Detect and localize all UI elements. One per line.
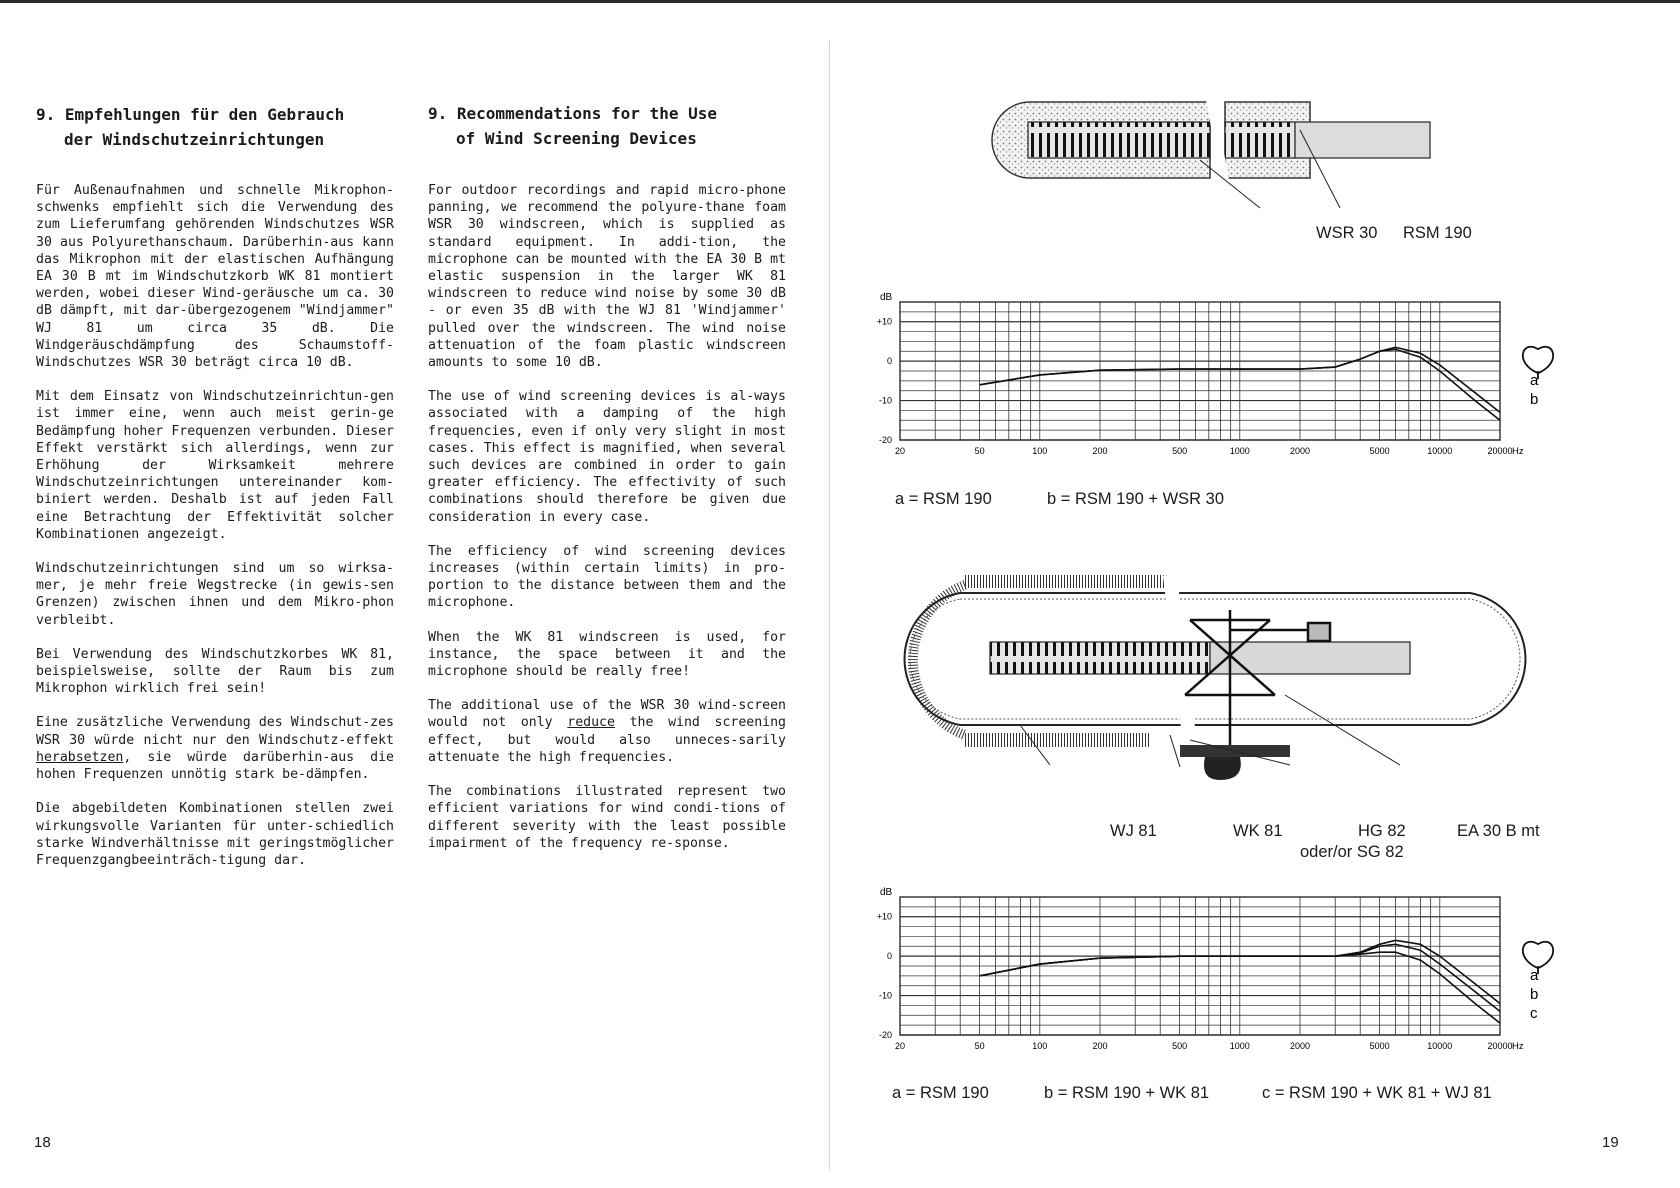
y-tick-label: +10 (876, 911, 892, 922)
microphone-grille-wk81 (990, 642, 1210, 674)
pistol-grip (1204, 757, 1241, 780)
cardioid-icon (1523, 347, 1553, 373)
y-tick-label: 0 (886, 951, 892, 962)
page-number-right: 19 (1602, 1134, 1619, 1151)
german-paragraph-1: Für Außenaufnahmen und schnelle Mikrophon-schwenks empfiehlt sich die Verwendung des zum Lieferumfang gehörenden Windschutzes WSR 30 aus Polyurethanschaum. Darüberhin-aus kann das Mikrophon mit der elastischen Aufhängung EA 30 B mt im Windschutzkorb WK 81 montiert werden, wobei dieser Wind-geräusche um ca. 30 dB dämpft, mit dar-übergezogenem "Windjammer" WJ 81 um circa 35 dB. Die Windgeräuschdämpfung des Schaumstoff-Windschutzes WSR 30 beträgt circa 10 dB. (36, 183, 394, 371)
x-tick-label: 1000 (1229, 446, 1250, 456)
x-tick-label: 200 (1092, 446, 1108, 456)
english-heading (428, 101, 717, 151)
label-wj81: WJ 81 (1110, 822, 1157, 840)
x-unit-label: Hz (1512, 446, 1524, 457)
german-p5-text-b: , sie würde darüberhin-aus die hohen Frequenzen unnötig stark be-dämpfen. (36, 749, 394, 783)
curve-letter-b: b (1530, 985, 1539, 1003)
english-text (428, 182, 786, 869)
curve-letter-a: a (1530, 966, 1539, 984)
chart-2-svg (870, 885, 1610, 1085)
x-tick-label: 50 (974, 1041, 985, 1051)
english-p5-text-b: the wind screening effect, but would also unneces-sarily attenuate the high frequencies. (428, 715, 786, 765)
english-paragraph-4: When the WK 81 windscreen is used, for instance, the space between it and the microphone should be really free! (428, 629, 786, 680)
x-tick-label: 10000 (1427, 446, 1453, 456)
german-paragraph-4: Bei Verwendung des Windschutzkorbes WK 81, beispielsweise, sollte der Raum bis zum Mikrophon wirklich frei sein! (36, 646, 394, 697)
german-paragraph-6: Die abgebildeten Kombinationen stellen zwei wirkungsvolle Varianten für unter-schiedlich starke Windverhältnisse mit geringstmöglicher Frequenzgangbeeinträch-tigung dar. (36, 801, 394, 868)
label-hg82: HG 82 (1358, 822, 1406, 840)
wk81-illustration (900, 575, 1540, 800)
english-paragraph-2: The use of wind screening devices is al-ways associated with a damping of the high frequencies, even if only very slight in most cases. This effect is magnified, when several such devices are combined in order to gain greater efficiency. The effectivity of such combinations should therefore be given due consideration in every case. (428, 389, 786, 525)
x-tick-label: 20000 (1487, 1041, 1513, 1051)
x-tick-label: 2000 (1289, 1041, 1311, 1051)
label-sg82: oder/or SG 82 (1300, 843, 1404, 861)
german-p5-text-a: Eine zusätzliche Verwendung des Windschut-zes WSR 30 würde nicht nur den Windschutz-effekt (36, 715, 394, 748)
english-paragraph-3: The efficiency of wind screening devices increases (within certain limits) in pro-portion to the distance between them and the microphone. (428, 543, 786, 611)
english-paragraph-5 (428, 697, 786, 766)
chart-1-legend-b: b = RSM 190 + WSR 30 (1047, 490, 1224, 508)
label-ea30: EA 30 B mt (1457, 822, 1540, 840)
english-heading-line2: of Wind Screening Devices (456, 129, 697, 148)
label-rsm190: RSM 190 (1403, 224, 1472, 242)
y-tick-label: 0 (886, 356, 892, 367)
microphone-grille-right (1225, 122, 1295, 158)
german-p5-underlined: herabsetzen (36, 749, 124, 765)
x-tick-label: 20000 (1487, 446, 1513, 456)
page-number-left: 18 (34, 1134, 51, 1151)
chart-2-legend-a: a = RSM 190 (892, 1084, 989, 1102)
german-heading-line1: 9. Empfehlungen für den Gebrauch (36, 105, 345, 124)
x-tick-label: 5000 (1369, 1041, 1390, 1051)
frequency-response-chart-1 (870, 290, 1610, 490)
elastic-suspension (1185, 610, 1330, 750)
x-tick-label: 500 (1172, 1041, 1188, 1051)
y-tick-label: -10 (878, 990, 892, 1001)
english-p5-underlined: reduce (567, 715, 615, 731)
english-paragraph-1: For outdoor recordings and rapid micro-phone panning, we recommend the polyure-thane foam WSR 30 windscreen, which is supplied as standard equipment. In addi-tion, the microphone can be mounted with the EA 30 B mt elastic suspension in the larger WK 81 windscreen to reduce wind noise by some 30 dB - or even 35 dB with the WJ 81 'Windjammer' pulled over the windscreen. The wind noise attenuation of the foam plastic windscreen amounts to some 10 dB. (428, 183, 786, 371)
german-text (36, 182, 394, 886)
german-paragraph-5 (36, 714, 394, 783)
label-wsr30: WSR 30 (1316, 224, 1378, 242)
german-heading-line2: der Windschutzeinrichtungen (64, 130, 325, 149)
y-tick-label: -20 (878, 1030, 892, 1040)
x-tick-label: 2000 (1289, 446, 1311, 456)
x-tick-label: 20 (894, 1041, 906, 1051)
y-axis-label: dB (880, 887, 893, 898)
y-tick-label: -20 (878, 435, 892, 445)
cardioid-icon (1523, 942, 1553, 968)
curve-letter-a: a (1530, 371, 1539, 389)
y-tick-label: +10 (876, 316, 892, 327)
x-tick-label: 10000 (1427, 1041, 1453, 1051)
wsr30-illustration (990, 100, 1460, 210)
german-heading (36, 102, 344, 152)
label-wk81: WK 81 (1233, 822, 1283, 840)
x-unit-label: Hz (1512, 1041, 1524, 1052)
top-rule (0, 0, 1680, 3)
microphone-grille-left (1028, 122, 1210, 158)
x-tick-label: 100 (1032, 446, 1048, 456)
microphone-body (1295, 122, 1430, 158)
english-heading-line1: 9. Recommendations for the Use (428, 104, 717, 123)
y-tick-label: -10 (878, 395, 892, 406)
x-tick-label: 100 (1032, 1041, 1048, 1051)
y-axis-label: dB (880, 292, 893, 303)
german-paragraph-3: Windschutzeinrichtungen sind um so wirksa-mer, je mehr freie Wegstrecke (in gewis-sen Grenzen) zwischen ihnen und dem Mikro-phon verbleibt. (36, 561, 394, 628)
x-tick-label: 20 (894, 446, 906, 456)
chart-2-legend-b: b = RSM 190 + WK 81 (1044, 1084, 1210, 1102)
chart-1-svg (870, 290, 1610, 490)
english-p5-text-a: The additional use of the WSR 30 wind-screen would not only (428, 698, 786, 731)
german-paragraph-2: Mit dem Einsatz von Windschutzeinrichtun-gen ist immer eine, wenn auch meist gerin-ge Bedämpfung hoher Frequenzen verbunden. Dieser Effekt verstärkt sich allerdings, wenn zur Erhöhung der Wirksamkeit mehrere Windschutzeinrichtungen untereinander kom-biniert werden. Deshalb ist auf jeden Fall eine Betrachtung der Effektivität solcher Kombinationen angezeigt. (36, 389, 394, 542)
x-tick-label: 500 (1172, 446, 1188, 456)
page-fold (829, 40, 830, 1170)
x-tick-label: 200 (1092, 1041, 1108, 1051)
frequency-response-chart-2 (870, 885, 1610, 1085)
curve-letter-b: b (1530, 390, 1539, 408)
english-paragraph-6: The combinations illustrated represent two efficient variations for wind condi-tions of different severity with the least possible impairment of the frequency re-sponse. (428, 784, 786, 851)
curve-letter-c: c (1530, 1004, 1538, 1022)
chart-2-legend-c: c = RSM 190 + WK 81 + WJ 81 (1262, 1084, 1492, 1102)
x-tick-label: 5000 (1369, 446, 1390, 456)
chart-1-legend-a: a = RSM 190 (895, 490, 992, 508)
x-tick-label: 50 (974, 446, 985, 456)
x-tick-label: 1000 (1229, 1041, 1250, 1051)
